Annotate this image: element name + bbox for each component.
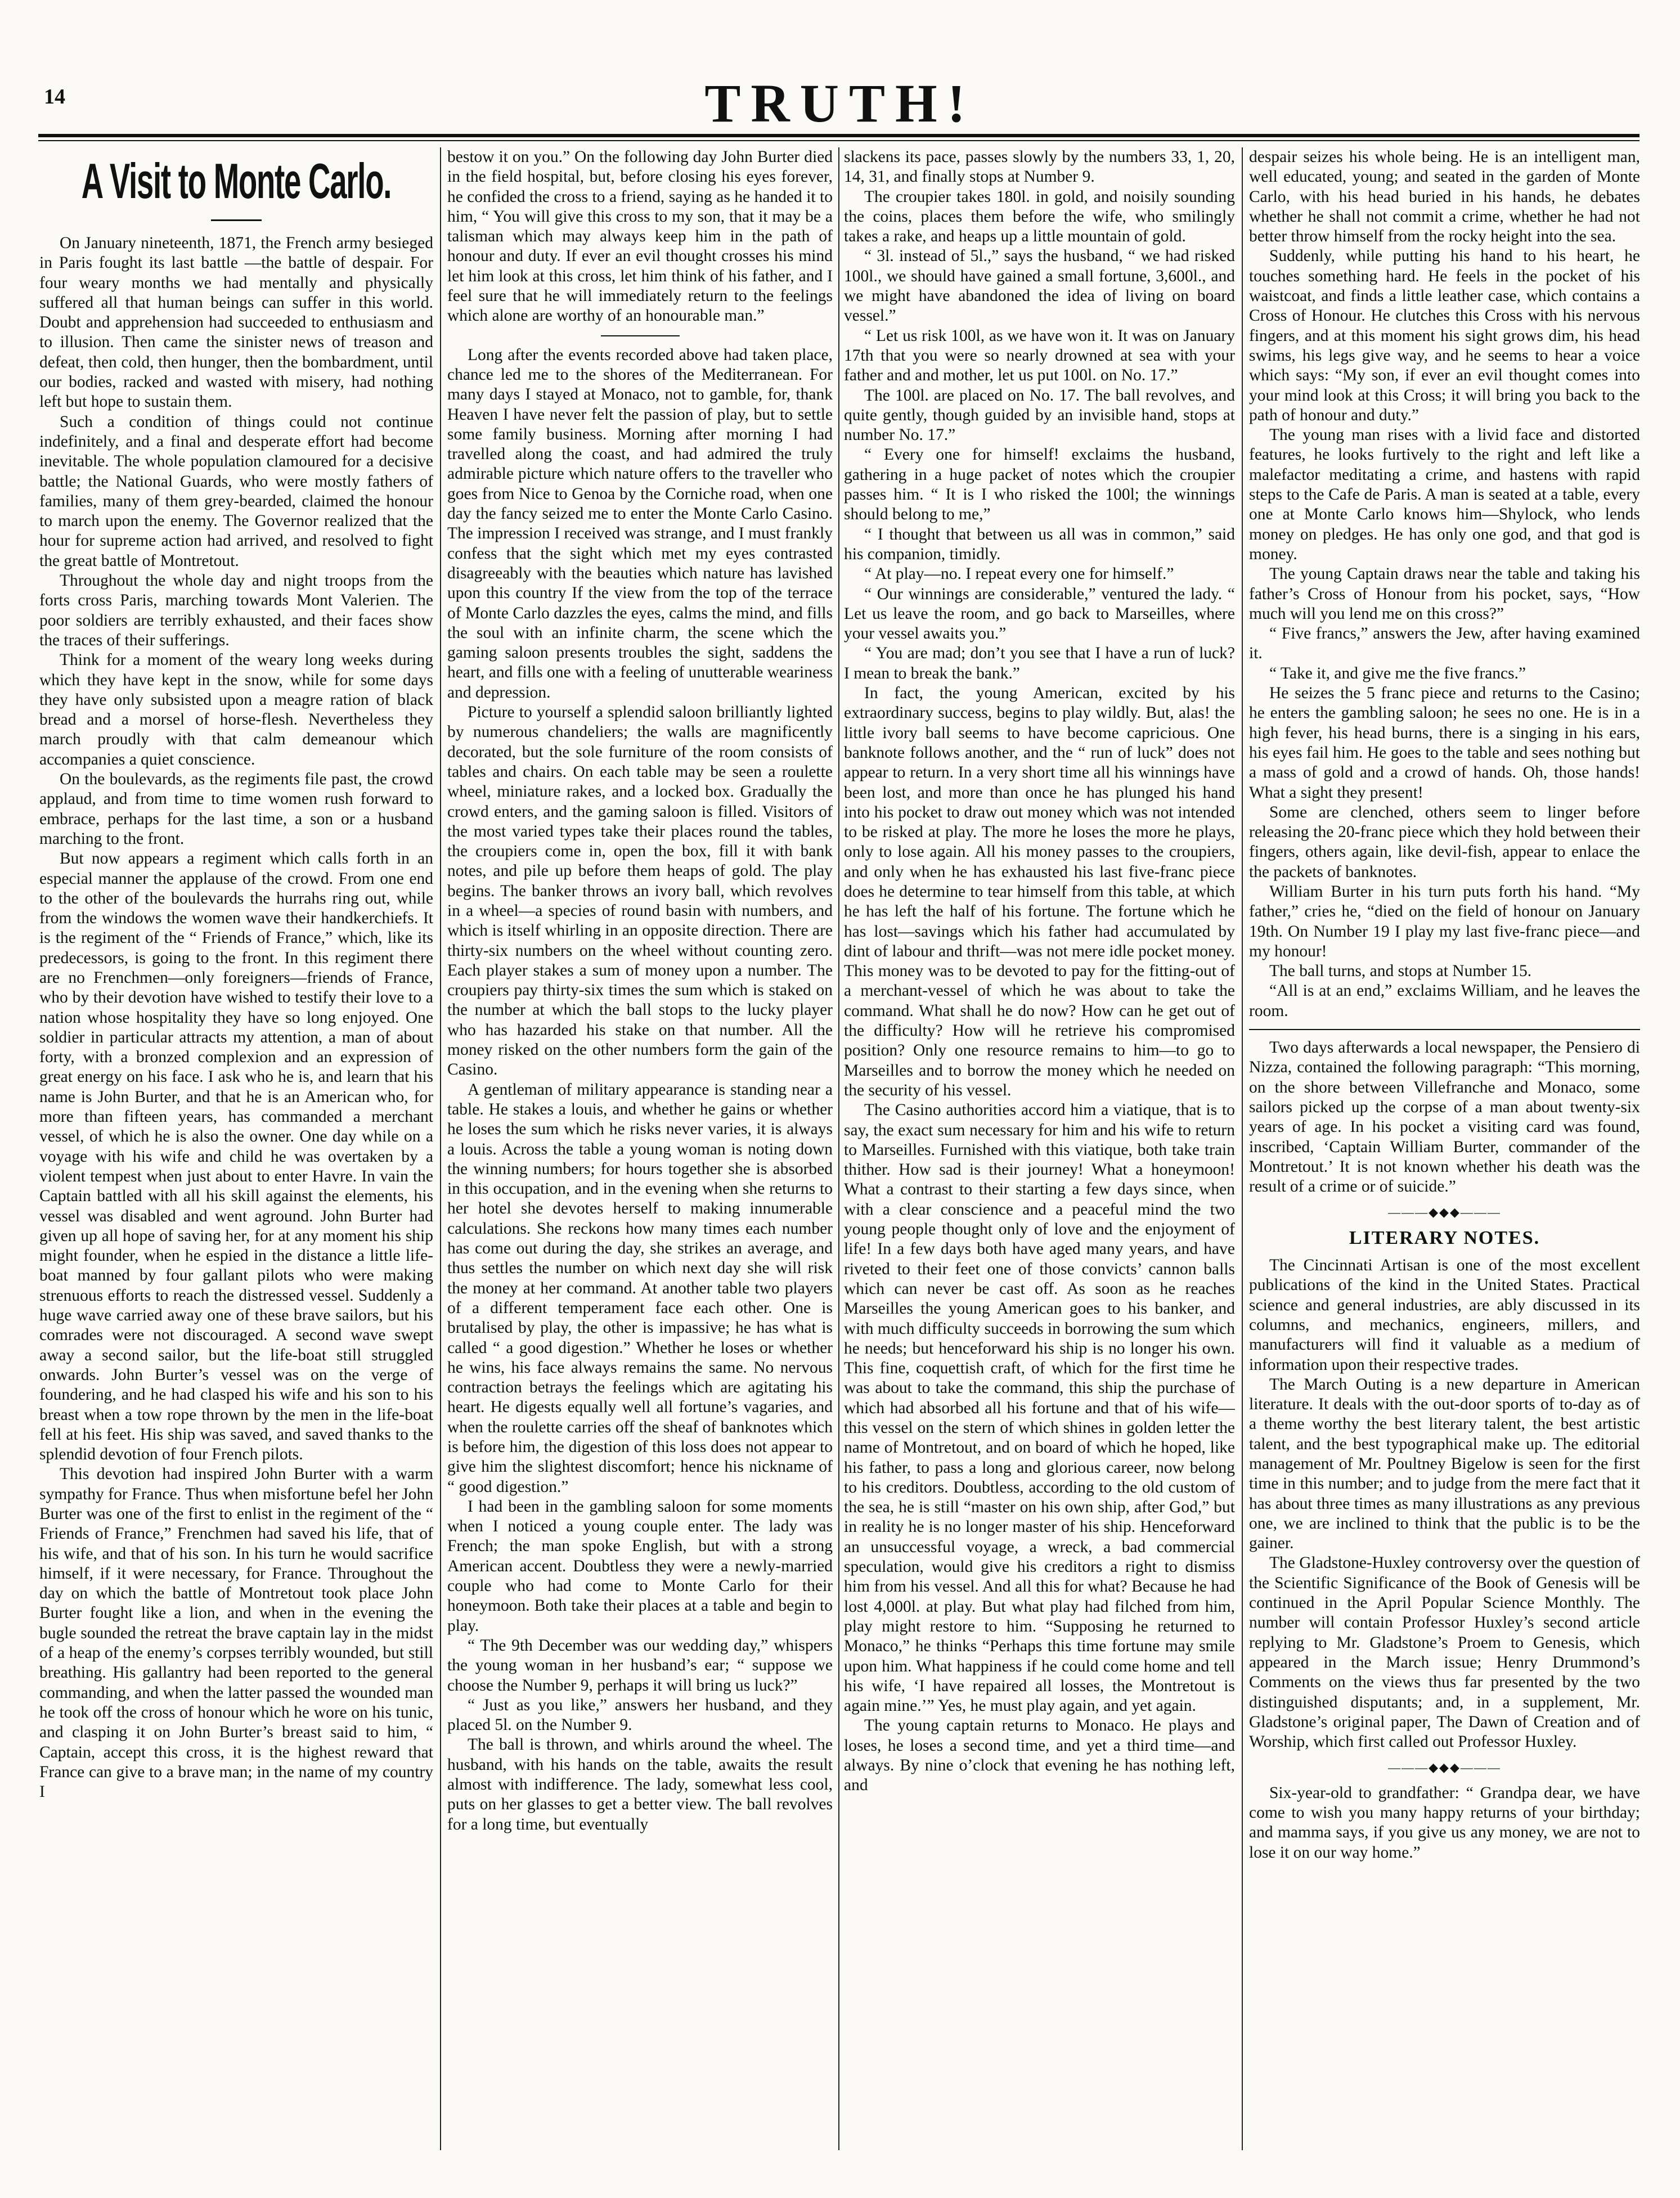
paragraph: On the boulevards, as the regiments file past, the crowd applaud, and from time to time women rush forward to embrace, perhaps for the last time, a son or a husband marching to the front. — [39, 770, 433, 848]
paragraph: The ball is thrown, and whirls around the wheel. The husband, with his hands on the table, awaits the result almost with indifference. The lady, somewhat less cool, puts on her glasses to get a better view. The ball revolves for a long time, but eventually — [447, 1736, 833, 1833]
ornament-divider: ———◆◆◆——— — [1388, 1205, 1501, 1220]
paragraph: On January nineteenth, 1871, the French army besieged in Paris fought its last battle —the battle of despair. For four weary months we had mentally and physically suffered all that human beings can suffer in this world. Doubt and apprehension had succeeded to enthusiasm and to illusion. Then came the sinister news of treason and defeat, then cold, then hunger, then the bombardment, until our bodies, racked and wasted with misery, had nothing left but hope to sustain them. — [39, 234, 433, 411]
paragraph: “All is at an end,” exclaims William, and he leaves the room. — [1249, 982, 1640, 1020]
ornament-divider: ———◆◆◆——— — [1388, 1760, 1501, 1775]
paragraph: The March Outing is a new departure in American literature. It deals with the out-door sports of to-day as of a theme worthy the best literary talent, the best artistic talent, and the best typographical make up. The editorial management of Mr. Poultney Bigelow is seen for the first time in this number; and to judge from the mere fact that it has about three times as many illustrations as any previous one, we are inclined to think that the public is to be the gainer. — [1249, 1375, 1640, 1553]
paragraph: Such a condition of things could not continue indefinitely, and a final and desperate effort had become inevitable. The whole population clamoured for a decisive battle; the National Guards, who were mostly fathers of families, many of them grey-bearded, claimed the honour to march upon the enemy. The Governor realized that the hour for supreme action had arrived, and resolved to fight the great battle of Montretout. — [39, 412, 433, 570]
header-rule-thin — [38, 140, 1639, 141]
section-rule — [1249, 1029, 1640, 1030]
paragraph: “ I thought that between us all was in common,” said his companion, timidly. — [844, 525, 1235, 563]
paragraph: Picture to yourself a splendid saloon brilliantly lighted by numerous chandeliers; the walls are magnificently decorated, but the sole furniture of the room consists of tables and chairs. On each table may be seen a roulette wheel, miniature rakes, and a locked box. Gradually the crowd enters, and the gaming saloon is filled. Visitors of the most varied types take their places round the tables, the croupiers come in, open the box, fill it with bank notes, and pile up before them heaps of gold. The play begins. The banker throws an ivory ball, which revolves in a wheel—a species of round basin with numbers, and which is itself whirling in an opposite direction. There are thirty-six numbers on the wheel without counting zero. Each player stakes a sum of money upon a number. The croupiers pay thirty-six times the sum which is staked on the number at which the ball stops to the lucky player who has hazarded his stake on that number. All the money risked on the other numbers form the gain of the Casino. — [447, 703, 833, 1079]
column-divider — [440, 147, 441, 2150]
paragraph: The croupier takes 180l. in gold, and noisily sounding the coins, places them before the wife, who smilingly takes a rake, and heaps up a little mountain of gold. — [844, 187, 1235, 246]
column-divider — [838, 147, 839, 2150]
paragraph: “ The 9th December was our wedding day,” whispers the young woman in her husband’s ear; “ suppose we choose the Number 9, perhaps it will bring us luck?” — [447, 1636, 833, 1694]
column-2 — [447, 147, 833, 2150]
literary-notes-heading: LITERARY NOTES. — [1349, 1227, 1540, 1248]
paragraph: He seizes the 5 franc piece and returns to the Casino; he enters the gambling saloon; he sees no one. He is in a high fever, his head burns, there is a singing in his ears, his eyes fail him. He goes to the table and sees nothing but a mass of gold and a crowd of hands. Oh, those hands! What a sight they present! — [1249, 684, 1640, 802]
column-divider — [1242, 147, 1243, 2150]
section-rule — [601, 335, 680, 336]
paragraph: William Burter in his turn puts forth his hand. “My father,” cries he, “died on the field of honour on January 19th. On Number 19 I play my last five-franc piece—and my honour! — [1249, 882, 1640, 960]
paragraph: I had been in the gambling saloon for some moments when I noticed a young couple enter. The lady was French; the man spoke English, but with a strong American accent. Doubtless they were a newly-married couple who had come to Monte Carlo for their honeymoon. Both take their places at a table and begin to play. — [447, 1497, 833, 1635]
paragraph: “ Five francs,” answers the Jew, after having examined it. — [1249, 624, 1640, 663]
paragraph: despair seizes his whole being. He is an intelligent man, well educated, young; and seated in the garden of Monte Carlo, with his head buried in his hands, he debates whether he shall not commit a crime, whether he had not better throw himself from the rocky height into the sea. — [1249, 148, 1640, 246]
masthead: TRUTH! — [704, 73, 976, 133]
column-3 — [844, 147, 1235, 2150]
paragraph: “ Just as you like,” answers her husband, and they placed 5l. on the Number 9. — [447, 1696, 833, 1734]
paragraph: Six-year-old to grandfather: “ Grandpa dear, we have come to wish you many happy returns of your birthday; and mamma says, if you give us any money, we are not to lose it on our way home.” — [1249, 1783, 1640, 1862]
paragraph: Throughout the whole day and night troops from the forts cross Paris, marching towards Mont Valerien. The poor soldiers are terribly exhausted, and their faces show the traces of their sufferings. — [39, 572, 433, 649]
paragraph: A gentleman of military appearance is standing near a table. He stakes a louis, and whether he gains or whether he loses the sum which he risks never varies, it is always a louis. Across the table a young woman is noting down the winning numbers; for hours together she is absorbed in this occupation, and in the evening when she returns to her hotel she devotes herself to making innumerable calculations. She reckons how many times each number has come out during the day, she strikes an average, and thus settles the number on which next day she will risk the money at her command. At another table two players of a different temperament face each other. One is brutalised by play, the other is impassive; he has what is called “ a good digestion.” Whether he loses or whether he wins, his face always remains the same. No nervous contraction betrays the feelings which are agitating his heart. He digests equally well all fortune’s vagaries, and when the roulette carries off the sheaf of banknotes which is before him, the digestion of this loss does not appear to give him the slightest discomfort; hence his nickname of “ good digestion.” — [447, 1080, 833, 1496]
paragraph: The Gladstone-Huxley controversy over the question of the Scientific Significance of the Book of Genesis will be continued in the April Popular Science Monthly. The number will contain Professor Huxley’s second article replying to Mr. Gladstone’s Proem to Genesis, which appeared in the March issue; Henry Drummond’s Comments on the views thus far presented by the two distinguished disputants; and, in a supplement, Mr. Gladstone’s original paper, The Dawn of Creation and of Worship, which first called out Professor Huxley. — [1249, 1554, 1640, 1751]
paragraph: Suddenly, while putting his hand to his heart, he touches something hard. He feels in the pocket of his waistcoat, and finds a little leather case, which contains a Cross of Honour. He clutches this Cross with his nervous fingers, and at this moment his sight grows dim, his head swims, his legs give way, and he seems to hear a voice which says: “My son, if ever an evil thought comes into your mind look at this Cross; it will bring you back to the path of honour and duty.” — [1249, 247, 1640, 424]
paragraph: “ At play—no. I repeat every one for himself.” — [864, 565, 1174, 583]
paragraph: “ 3l. instead of 5l.,” says the husband, “ we had risked 100l., we should have gained a small fortune, 3,600l., and we might have abandoned the idea of living on board vessel.” — [844, 247, 1235, 325]
paragraph: Some are clenched, others seem to linger before releasing the 20-franc piece which they hold between their fingers, others again, like devil-fish, appear to enlace the the packets of banknotes. — [1249, 803, 1640, 881]
paragraph: “ Our winnings are considerable,” ventured the lady. “ Let us leave the room, and go back to Marseilles, where your vessel awaits you.” — [844, 585, 1235, 643]
paragraph: Two days afterwards a local newspaper, the Pensiero di Nizza, contained the following paragraph: “This morning, on the shore between Villefranche and Monaco, some sailors picked up the corpse of a man about twenty-six years of age. In his pocket a visiting card was found, inscribed, ‘Captain William Burter, commander of the Montretout.’ It is not known whether his death was the result of a crime or of suicide.” — [1249, 1039, 1640, 1196]
article-title: A Visit to Monte Carlo. — [81, 153, 392, 209]
paragraph: “ You are mad; don’t you see that I have a run of luck? I mean to break the bank.” — [844, 644, 1235, 682]
paragraph: But now appears a regiment which calls forth in an especial manner the applause of the crowd. From one end to the other of the boulevards the hurrahs ring out, while from the windows the women wave their handkerchiefs. It is the regiment of the “ Friends of France,” which, like its predecessors, is going to the front. In this regiment there are no Frenchmen—only foreigners—friends of France, who by their devotion have wished to testify their love to a nation whose hospitality they have so long enjoyed. One soldier in particular attracts my attention, a man of about forty, with a bronzed complexion and an expression of great energy on his face. I ask who he is, and learn that his name is John Burter, and that he is an American who, for more than fifteen years, has commanded a merchant vessel, of which he is also the owner. One day while on a voyage with his wife and child he was overtaken by a violent tempest when just about to enter Havre. In vain the Captain battled with all his skill against the elements, his vessel was disabled and went aground. John Burter had given up all hope of saving her, for at any moment his ship might founder, when he espied in the distance a little life-boat manned by four gallant pilots who were making strenuous efforts to reach the distressed vessel. Suddenly a huge wave carried away one of these brave sailors, but his comrades were not discouraged. A second wave swept away a second sailor, but the life-boat still struggled onwards. John Burter’s vessel was on the verge of foundering, and he had clasped his wife and his son to his breast when a tow rope thrown by the men in the life-boat fell at his feet. His ship was saved, and saved thanks to the splendid devotion of four French pilots. — [39, 849, 433, 1464]
paragraph: The Casino authorities accord him a viatique, that is to say, the exact sum necessary for him and his wife to return to Marseilles. Furnished with this viatique, both take train thither. How sad is their journey! What a honeymoon! What a contrast to their starting a few days since, when with a clear conscience and a peaceful mind the two young people thought only of love and the enjoyment of life! In a few days both have aged many years, and have riveted to their feet one of those convicts’ cannon balls which can never be cast off. As soon as he reaches Marseilles the young American goes to his banker, and with much difficulty succeeds in borrowing the sum which he needs; but henceforward his ship is no longer his own. This fine, coquettish craft, of which for the first time he was about to take the command, this ship the purchase of which had absorbed all his fortune and that of his wife—this vessel on the stern of which shines in golden letter the name of Montretout, and on board of which he hoped, like his father, to pass a long and glorious career, now belong to his creditors. Doubtless, according to the old custom of the sea, he is still “master on his own ship, after God,” but in reality he is no longer master of his ship. Henceforward an unsuccessful voyage, a wreck, a bad commercial speculation, would give his creditors a right to dismiss him from his vessel. And all this for what? Because he had lost 4,000l. at play. But what play had filched from him, play might restore to him. “Supposing he returned to Monaco,” he thinks “Perhaps this time fortune may smile upon him. What happiness if he could come home and tell his wife, ‘I have repaired all losses, the Montretout is again mine.’” Yes, he must play again, and yet again. — [844, 1101, 1235, 1715]
paragraph: bestow it on you.” On the following day John Burter died in the field hospital, but, before closing his eyes forever, he confided the cross to a friend, saying as he handed it to him, “ You will give this cross to my son, that it may be a talisman which may always keep him in the path of honour and duty. If ever an evil thought crosses his mind let him look at this cross, let him think of his father, and I feel sure that he will immediately return to the feelings which alone are worthy of an honourable man.” — [447, 148, 833, 325]
column-4 — [1249, 147, 1640, 2150]
title-rule — [211, 219, 262, 221]
paragraph: Think for a moment of the weary long weeks during which they have kept in the snow, while for some days they have only subsisted upon a meagre ration of black bread and a morsel of horse-flesh. Nevertheless they march proudly with that calm demeanour which accompanies a quiet conscience. — [39, 651, 433, 768]
paragraph: The 100l. are placed on No. 17. The ball revolves, and quite gently, though guided by an invisible hand, stops at number No. 17.” — [844, 386, 1235, 444]
paragraph: In fact, the young American, excited by his extraordinary success, begins to play wildly. But, alas! the little ivory ball seems to have become capricious. One banknote follows another, and the “ run of luck” does not appear to return. In a very short time all his winnings have been lost, and more than once he has plunged his hand into his pocket to draw out money which was not intended to be risked at play. The more he loses the more he plays, only to lose again. All his money passes to the croupiers, and only when he has exhausted his last five-franc piece does he determine to tear himself from this table, at which he has left the half of his fortune. The fortune which he has lost—savings which his father had accumulated by dint of labour and thrift—was not mere idle pocket money. This money was to be devoted to pay for the fitting-out of a merchant-vessel of which he was about to take the command. What shall he do now? How can he get out of the difficulty? How will he retrieve his compromised position? Only one resource remains to him—to go to Marseilles and to borrow the money which he needed on the security of his vessel. — [844, 684, 1235, 1099]
paragraph: The ball turns, and stops at Number 15. — [1269, 962, 1532, 981]
paragraph: Long after the events recorded above had taken place, chance led me to the shores of the Mediterranean. For many days I stayed at Monaco, not to gamble, for, thank Heaven I have never felt the passion of play, but to settle some family business. Morning after morning I had travelled along the coast, and had admired the truly admirable picture which nature offers to the traveller who goes from Nice to Genoa by the Corniche road, when one day the fancy seized me to enter the Monte Carlo Casino. The impression I received was strange, and I must frankly confess that the sight which met my eyes contrasted disagreeably with the beauties which nature has lavished upon this country If the view from the top of the terrace of Monte Carlo dazzles the eyes, calms the mind, and fills the soul with an infinite charm, the scene which the gaming saloon presents troubles the sight, saddens the heart, and fills one with a feeling of unutterable weariness and depression. — [447, 345, 833, 702]
paragraph: This devotion had inspired John Burter with a warm sympathy for France. Thus when misfortune befel her John Burter was one of the first to enlist in the regiment of the “ Friends of France,” Frenchmen had saved his life, that of his wife, and that of his son. In his turn he would sacrifice himself, if it were necessary, for France. Throughout the day on which the battle of Montretout took place John Burter fought like a lion, and when in the evening the bugle sounded the retreat the brave captain lay in the midst of a heap of the enemy’s corpses terribly wounded, but still breathing. His gallantry had been reported to the general commanding, and when the latter passed the wounded man he took off the cross of honour which he wore on his tunic, and clasping it on John Burter’s breast said to him, “ Captain, accept this cross, it is the highest reward that France can give to a brave man; in the name of my country I — [39, 1465, 433, 1801]
paragraph: “ Let us risk 100l, as we have won it. It was on January 17th that you were so nearly drowned at sea with your father and and mother, let us put 100l. on No. 17.” — [844, 326, 1235, 385]
header-rule — [38, 134, 1639, 137]
column-1 — [39, 147, 433, 2150]
paragraph: The Cincinnati Artisan is one of the most excellent publications of the kind in the United States. Practical science and general industries, are ably discussed in its columns, and mechanics, engineers, millers, and manufacturers will find it valuable as a medium of information upon their respective trades. — [1249, 1256, 1640, 1374]
paragraph: The young man rises with a livid face and distorted features, he looks furtively to the right and left like a malefactor meditating a crime, and hastens with rapid steps to the Cafe de Paris. A man is seated at a table, every one at Monte Carlo knows him—Shylock, who lends money on pledges. He has only one god, and that god is money. — [1249, 426, 1640, 563]
paragraph: slackens its pace, passes slowly by the numbers 33, 1, 20, 14, 31, and finally stops at Number 9. — [844, 148, 1235, 186]
paragraph: The young Captain draws near the table and taking his father’s Cross of Honour from his pocket, says, “How much will you lend me on this cross?” — [1249, 565, 1640, 623]
paragraph: The young captain returns to Monaco. He plays and loses, he loses a second time, and yet a third time—and always. By nine o’clock that evening he has nothing left, and — [844, 1716, 1235, 1795]
paragraph: “ Take it, and give me the five francs.” — [1269, 664, 1526, 682]
paragraph: “ Every one for himself! exclaims the husband, gathering in a huge packet of notes which the croupier passes him. “ It is I who risked the 100l; the winnings should belong to me,” — [844, 446, 1235, 524]
page-number: 14 — [44, 85, 65, 109]
